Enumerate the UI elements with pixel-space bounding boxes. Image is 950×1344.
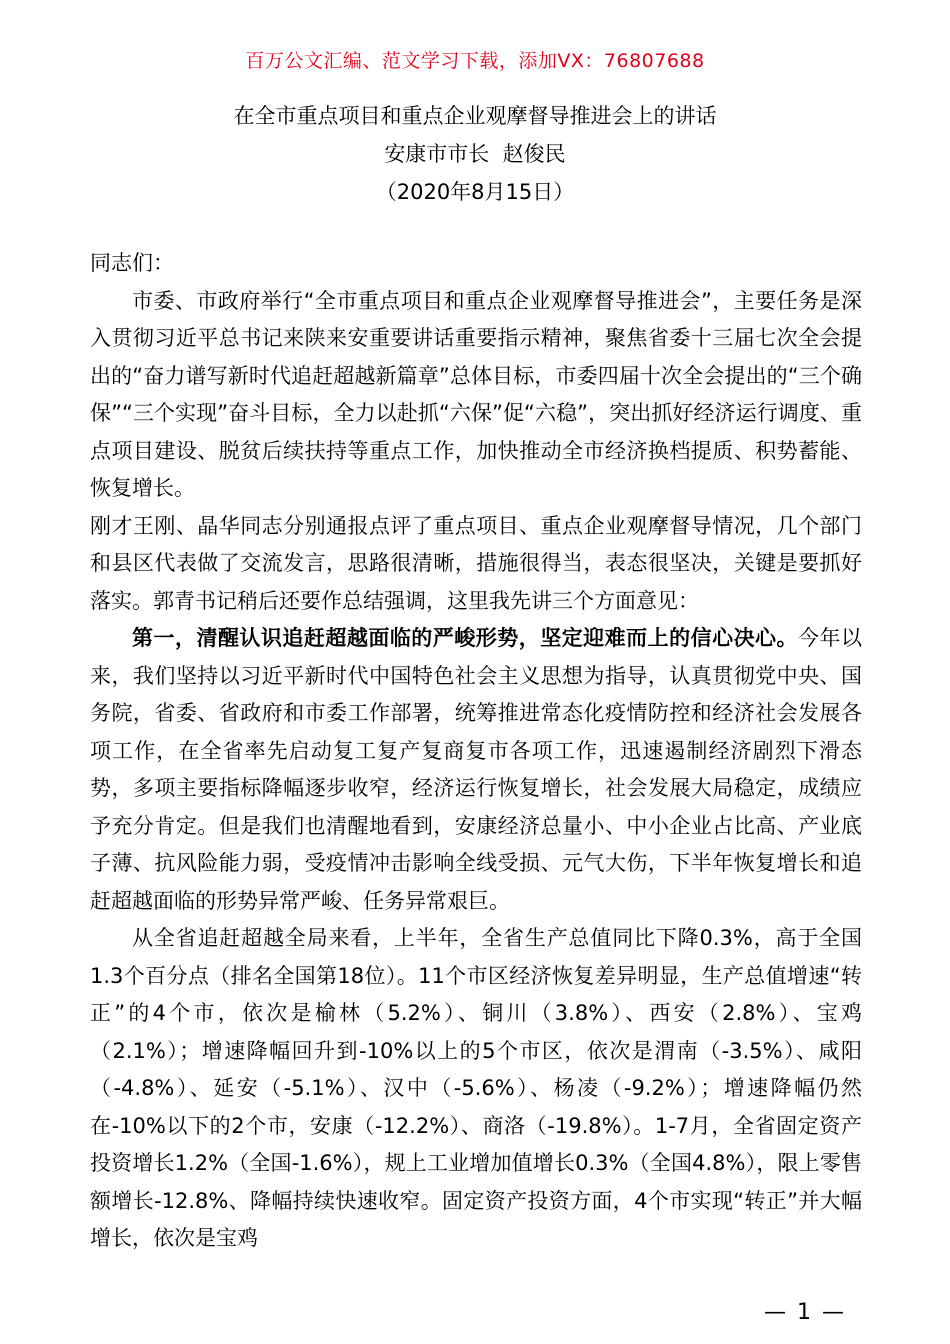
speaker-line: 安康市市长 赵俊民 xyxy=(384,142,566,166)
speech-body xyxy=(90,245,862,1258)
promo-banner: 百万公文汇编、范文学习下载，添加VX：76807688 xyxy=(245,50,705,72)
paragraph-3 xyxy=(90,620,862,920)
paragraph-1: 市委、市政府举行“全市重点项目和重点企业观摩督导推进会”，主要任务是深入贯彻习近平总书记来陕来安重要讲话重要指示精神，聚焦省委十三届七次全会提出的“奋力谱写新时代追赶超越新篇章”总体目标，市委四届十次全会提出的“三个确保”“三个实现”奋斗目标，全力以赴抓“六保”促“六稳”，突出抓好经济运行调度、重点项目建设、脱贫后续扶持等重点工作，加快推动全市经济换档提质、积势蓄能、恢复增长。 xyxy=(90,288,862,500)
paragraph-3-text: 今年以来，我们坚持以习近平新时代中国特色社会主义思想为指导，认真贯彻党中央、国务院，省委、省政府和市委工作部署，统筹推进常态化疫情防控和经济社会发展各项工作，在全省率先启动复工复产复商复市各项工作，迅速遏制经济剧烈下滑态势，多项主要指标降幅逐步收窄，经济运行恢复增长，社会发展大局稳定，成绩应予充分肯定。但是我们也清醒地看到，安康经济总量小、中小企业占比高、产业底子薄、抗风险能力弱，受疫情冲击影响全线受损、元气大伤，下半年恢复增长和追赶超越面临的形势异常严峻、任务异常艰巨。 xyxy=(90,626,863,913)
salutation: 同志们： xyxy=(90,251,174,275)
speech-date: （2020年8月15日） xyxy=(375,180,575,204)
paragraph-2: 刚才王刚、晶华同志分别通报点评了重点项目、重点企业观摩督导情况，几个部门和县区代表做了交流发言，思路很清晰，措施很得当，表态很坚决，关键是要抓好落实。郭青书记稍后还要作总结强调，这里我先讲三个方面意见： xyxy=(90,513,862,613)
section-heading-1: 第一，清醒认识追赶超越面临的严峻形势，坚定迎难而上的信心决心。 xyxy=(132,626,799,650)
paragraph-4: 从全省追赶超越全局来看，上半年，全省生产总值同比下降0.3%，高于全国1.3个百分点（排名全国第18位）。11个市区经济恢复差异明显，生产总值增速“转正”的4个市，依次是榆林（5.2%）、铜川（3.8%）、西安（2.8%）、宝鸡（2.1%）；增速降幅回升到-10%以上的5个市区，依次是渭南（-3.5%）、咸阳（-4.8%）、延安（-5.1%）、汉中（-5.6%）、杨凌（-9.2%）；增速降幅仍然在-10%以下的2个市，安康（-12.2%）、商洛（-19.8%）。1-7月，全省固定资产投资增长1.2%（全国-1.6%），规上工业增加值增长0.3%（全国4.8%），限上零售额增长-12.8%、降幅持续快速收窄。固定资产投资方面，4个市实现“转正”并大幅增长，依次是宝鸡 xyxy=(90,926,862,1250)
page-number: — 1 — xyxy=(764,1300,846,1325)
document-title: 在全市重点项目和重点企业观摩督导推进会上的讲话 xyxy=(233,104,717,128)
